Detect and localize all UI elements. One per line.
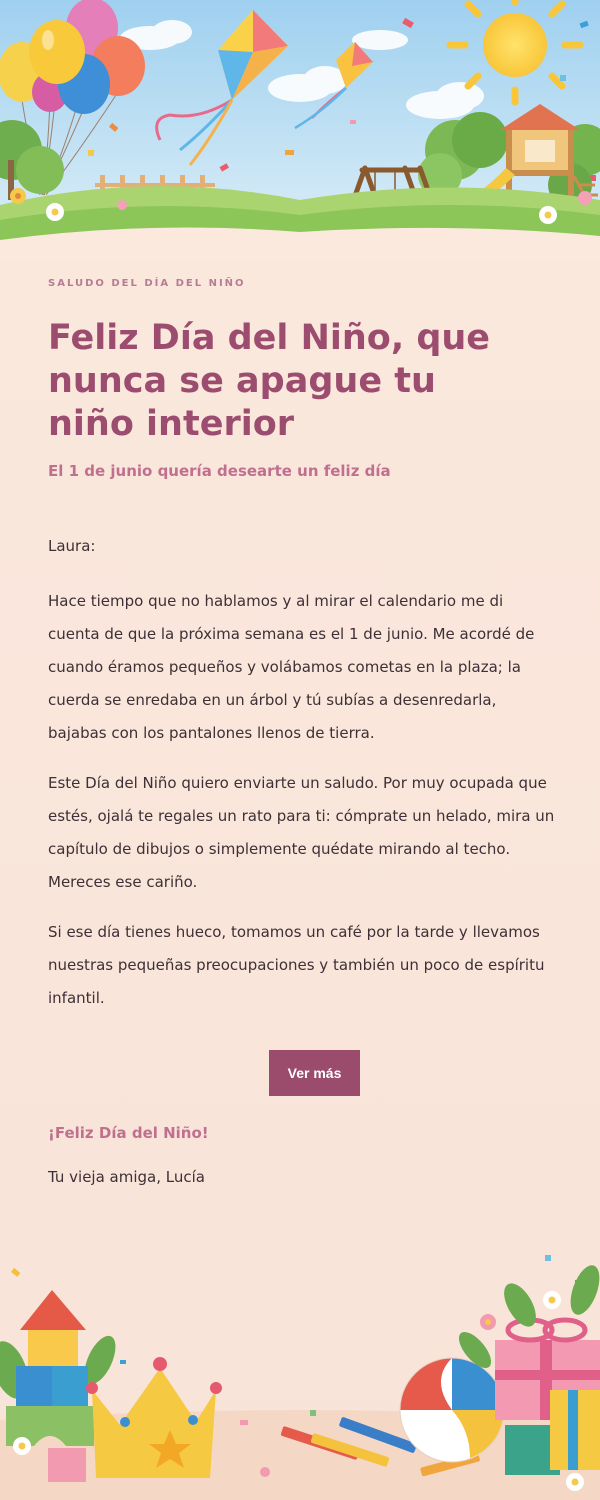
- signature: Tu vieja amiga, Lucía: [48, 1168, 205, 1186]
- email-content: [48, 278, 558, 1186]
- ver-mas-button[interactable]: Ver más: [269, 1050, 361, 1096]
- footer-illustration: [0, 1250, 600, 1500]
- paragraph: Si ese día tienes hueco, tomamos un café por la tarde y llevamos nuestras pequeñas preocupaciones y también un poco de espíritu infantil.: [48, 923, 545, 1007]
- paragraph: Hace tiempo que no hablamos y al mirar el calendario me di cuenta de que la próxima semana es el 1 de junio. Me acordé de cuando éramos pequeños y volábamos cometas en la plaza; la cuerda se enredaba en un árbol y tú subías a desenredarla, bajabas con los pantalones llenos de tierra.: [48, 592, 535, 742]
- page-title: Feliz Día del Niño, que nunca se apague tu niño interior: [48, 318, 491, 444]
- eyebrow-label: SALUDO DEL DÍA DEL NIÑO: [48, 278, 246, 289]
- cta-container: [48, 1050, 581, 1096]
- greeting: Laura:: [48, 537, 96, 555]
- beach-ball-icon: [400, 1358, 504, 1462]
- message-body: [48, 530, 558, 1015]
- hero-illustration: [0, 0, 600, 260]
- paragraph: Este Día del Niño quiero enviarte un saludo. Por muy ocupada que estés, ojalá te regales un rato para ti: cómprate un helado, mira un capítulo de dibujos o simplemente quédate mirando al techo. Mereces ese cariño.: [48, 774, 555, 891]
- closing-line: ¡Feliz Día del Niño!: [48, 1124, 209, 1142]
- subtitle: El 1 de junio quería desearte un feliz día: [48, 462, 391, 480]
- paper-crown-icon: [86, 1357, 222, 1478]
